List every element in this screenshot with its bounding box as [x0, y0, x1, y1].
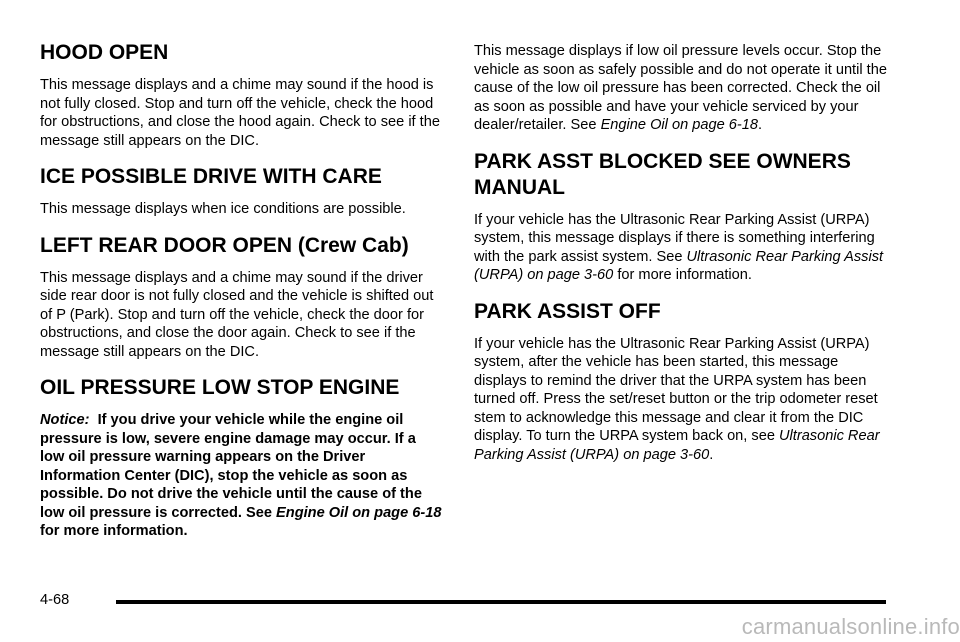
section-hood-open: [40, 40, 444, 150]
section-ice-possible: [40, 164, 444, 219]
paragraph-oil-pressure: [474, 42, 888, 135]
heading-ice-possible: ICE POSSIBLE DRIVE WITH CARE: [40, 165, 382, 188]
notice-text: If you drive your vehicle while the engine oil pressure is low, severe engine damage may occur. If a low oil pressure warning appears on the Driver Information Center (DIC), stop the vehicle as soon as possible. Do not drive the vehicle until the cause of the low oil pressure is corrected. See: [40, 412, 422, 521]
paragraph-park-asst-blocked: [474, 211, 888, 285]
paragraph-park-blocked-tail: for more information.: [617, 267, 752, 283]
notice-tail: for more information.: [40, 523, 188, 539]
paragraph-hood-open: This message displays and a chime may sound if the hood is not fully closed. Stop and turn off the vehicle, check the hood for obstructions, and close the hood again. Check to see if the message still appears on the DIC.: [40, 77, 440, 149]
paragraph-park-blocked-text: If your vehicle has the Ultrasonic Rear Parking Assist (URPA) system, this message displays if there is something interfering with the park assist system. See: [474, 211, 875, 265]
urpa-reference-link[interactable]: Ultrasonic Rear Parking Assist (URPA) on page 3-60: [474, 248, 884, 283]
heading-oil-pressure: OIL PRESSURE LOW STOP ENGINE: [40, 376, 400, 399]
paragraph-oil-text: This message displays if low oil pressure levels occur. Stop the vehicle as soon as safely possible and do not operate it until the cause of the low oil pressure has been corrected. Check the oil as soon as possible and have your vehicle serviced by your dealer/retailer. See: [474, 43, 887, 133]
section-park-asst-blocked: [474, 149, 888, 285]
paragraph-ice-possible: This message displays when ice conditions are possible.: [40, 201, 406, 217]
section-oil-pressure: [40, 375, 444, 541]
urpa-reference-link-2[interactable]: Ultrasonic Rear Parking Assist (URPA) on page 3-60: [474, 428, 880, 463]
paragraph-park-off-tail: .: [709, 446, 714, 463]
section-left-rear-door: [40, 233, 444, 362]
paragraph-oil-tail: .: [757, 117, 763, 133]
paragraph-park-assist-off: [474, 335, 888, 465]
notice-label: Notice:: [40, 412, 90, 428]
page-number: 4-68: [40, 592, 70, 608]
heading-park-assist-off: PARK ASSIST OFF: [474, 299, 661, 323]
notice-oil-pressure: [40, 411, 444, 541]
paragraph-park-off-text: If your vehicle has the Ultrasonic Rear Parking Assist (URPA) system, after the vehicle has been started, this message displays to remind the driver that the URPA system has been turned off. Press the set/reset button or the trip odometer reset stem to acknowledge this message and clear it from the DIC display. To turn the URPA system back on, see: [474, 335, 878, 444]
left-column: [40, 40, 444, 555]
paragraph-left-rear-door: This message displays and a chime may sound if the driver side rear door is not fully closed and the vehicle is shifted out of P (Park). Stop and turn off the vehicle, check the door for obstructions, and close the door again. Check to see if the message still appears on the DIC.: [40, 269, 434, 360]
heading-hood-open: HOOD OPEN: [40, 41, 169, 64]
heading-left-rear-door: LEFT REAR DOOR OPEN (Crew Cab): [40, 233, 409, 257]
watermark: carmanualsonline.info: [741, 614, 960, 639]
right-column: [474, 42, 888, 478]
heading-park-asst-blocked: PARK ASST BLOCKED SEE OWNERS MANUAL: [474, 149, 851, 199]
section-oil-pressure-continued: [474, 42, 888, 135]
footer-rule: [116, 600, 886, 604]
engine-oil-reference-link[interactable]: Engine Oil on page 6-18: [600, 117, 758, 133]
notice-reference-link[interactable]: Engine Oil on page 6-18: [276, 504, 442, 521]
section-park-assist-off: [474, 299, 888, 465]
